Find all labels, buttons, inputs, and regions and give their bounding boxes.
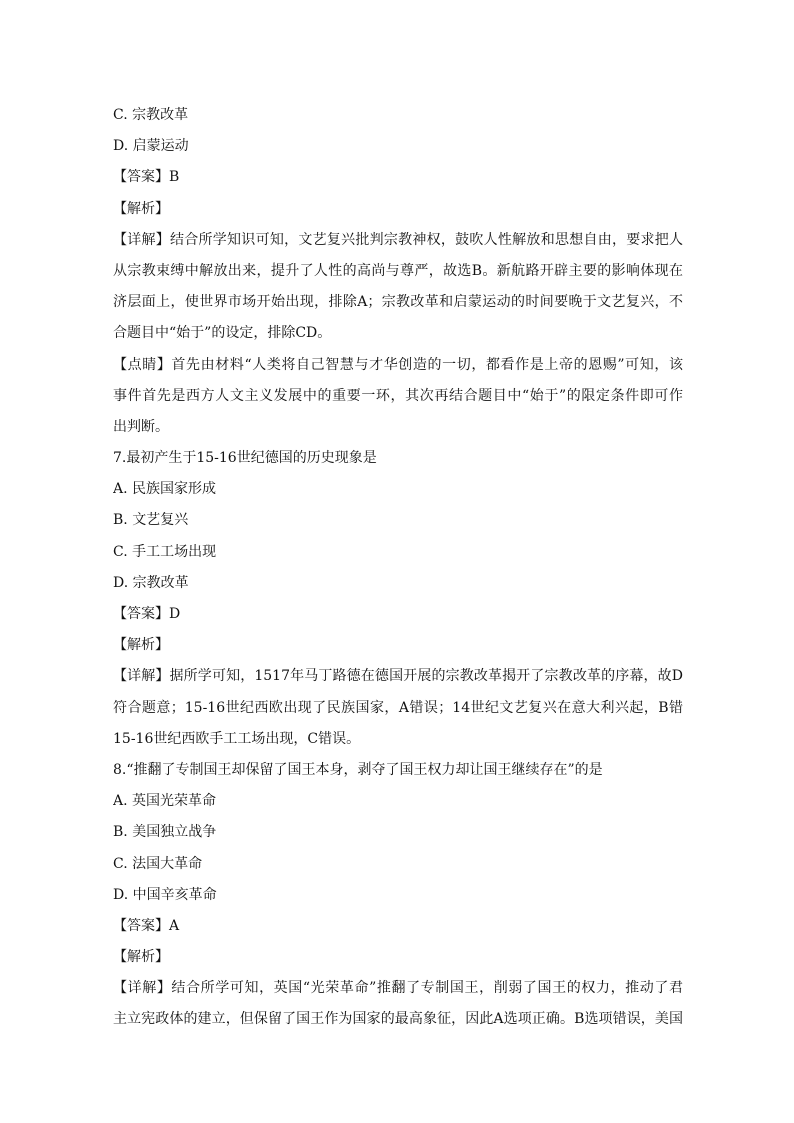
option-d-q8: D. 中国辛亥革命 xyxy=(113,886,217,903)
tip-line: 【点睛】首先由材料“人类将自己智慧与才华创造的一切，都看作是上帝的恩赐”可知，该 xyxy=(113,356,683,373)
explanation-line: 济层面上，使世界市场开始出现，排除A；宗教改革和启蒙运动的时间要晚于文艺复兴，不 xyxy=(113,294,683,311)
option-c-q8: C. 法国大革命 xyxy=(113,855,203,872)
tip-line: 出判断。 xyxy=(113,418,169,435)
analysis-heading-q8: 【解析】 xyxy=(113,949,169,966)
explanation-line: 【详解】结合所学知识可知，文艺复兴批判宗教神权，鼓吹人性解放和思想自由，要求把人 xyxy=(113,231,683,248)
explanation-line: 从宗教束缚中解放出来，提升了人性的高尚与尊严，故选B。新航路开辟主要的影响体现在 xyxy=(113,262,683,279)
option-b-q8: B. 美国独立战争 xyxy=(113,824,217,841)
question-7: 7.最初产生于15-16世纪德国的历史现象是 xyxy=(113,450,377,467)
analysis-heading-q6: 【解析】 xyxy=(113,200,169,217)
answer-q7: 【答案】D xyxy=(113,606,181,622)
option-d-q7: D. 宗教改革 xyxy=(113,574,189,591)
explanation-line: 主立宪政体的建立，但保留了国王作为国家的最高象征，因此A选项正确。B选项错误，美国 xyxy=(113,1011,683,1028)
option-b-q7: B. 文艺复兴 xyxy=(113,512,189,529)
explanation-line: 符合题意；15-16世纪西欧出现了民族国家，A错误；14世纪文艺复兴在意大利兴起，B错 xyxy=(113,699,683,716)
explanation-line: 【详解】据所学可知，1517年马丁路德在德国开展的宗教改革揭开了宗教改革的序幕，故D xyxy=(113,668,683,685)
option-d-q6: D. 启蒙运动 xyxy=(113,138,189,155)
explanation-line: 合题目中“始于”的设定，排除CD。 xyxy=(113,325,332,342)
option-a-q8: A. 英国光荣革命 xyxy=(113,793,217,810)
explanation-line: 【详解】结合所学可知，英国“光荣革命”推翻了专制国王，削弱了国王的权力，推动了君 xyxy=(113,980,683,997)
option-a-q7: A. 民族国家形成 xyxy=(113,481,217,498)
analysis-heading-q7: 【解析】 xyxy=(113,637,169,654)
document-page xyxy=(113,100,683,1036)
answer-q8: 【答案】A xyxy=(113,917,180,934)
answer-q6: 【答案】B xyxy=(113,169,180,186)
option-c-q6: C. 宗教改革 xyxy=(113,107,189,123)
explanation-line: 15-16世纪西欧手工工场出现，C错误。 xyxy=(113,730,361,747)
tip-line: 事件首先是西方人文主义发展中的重要一环，其次再结合题目中“始于”的限定条件即可作 xyxy=(113,387,683,404)
option-c-q7: C. 手工工场出现 xyxy=(113,543,217,560)
question-8: 8.“推翻了专制国王却保留了国王本身，剥夺了国王权力却让国王继续存在”的是 xyxy=(113,761,603,778)
